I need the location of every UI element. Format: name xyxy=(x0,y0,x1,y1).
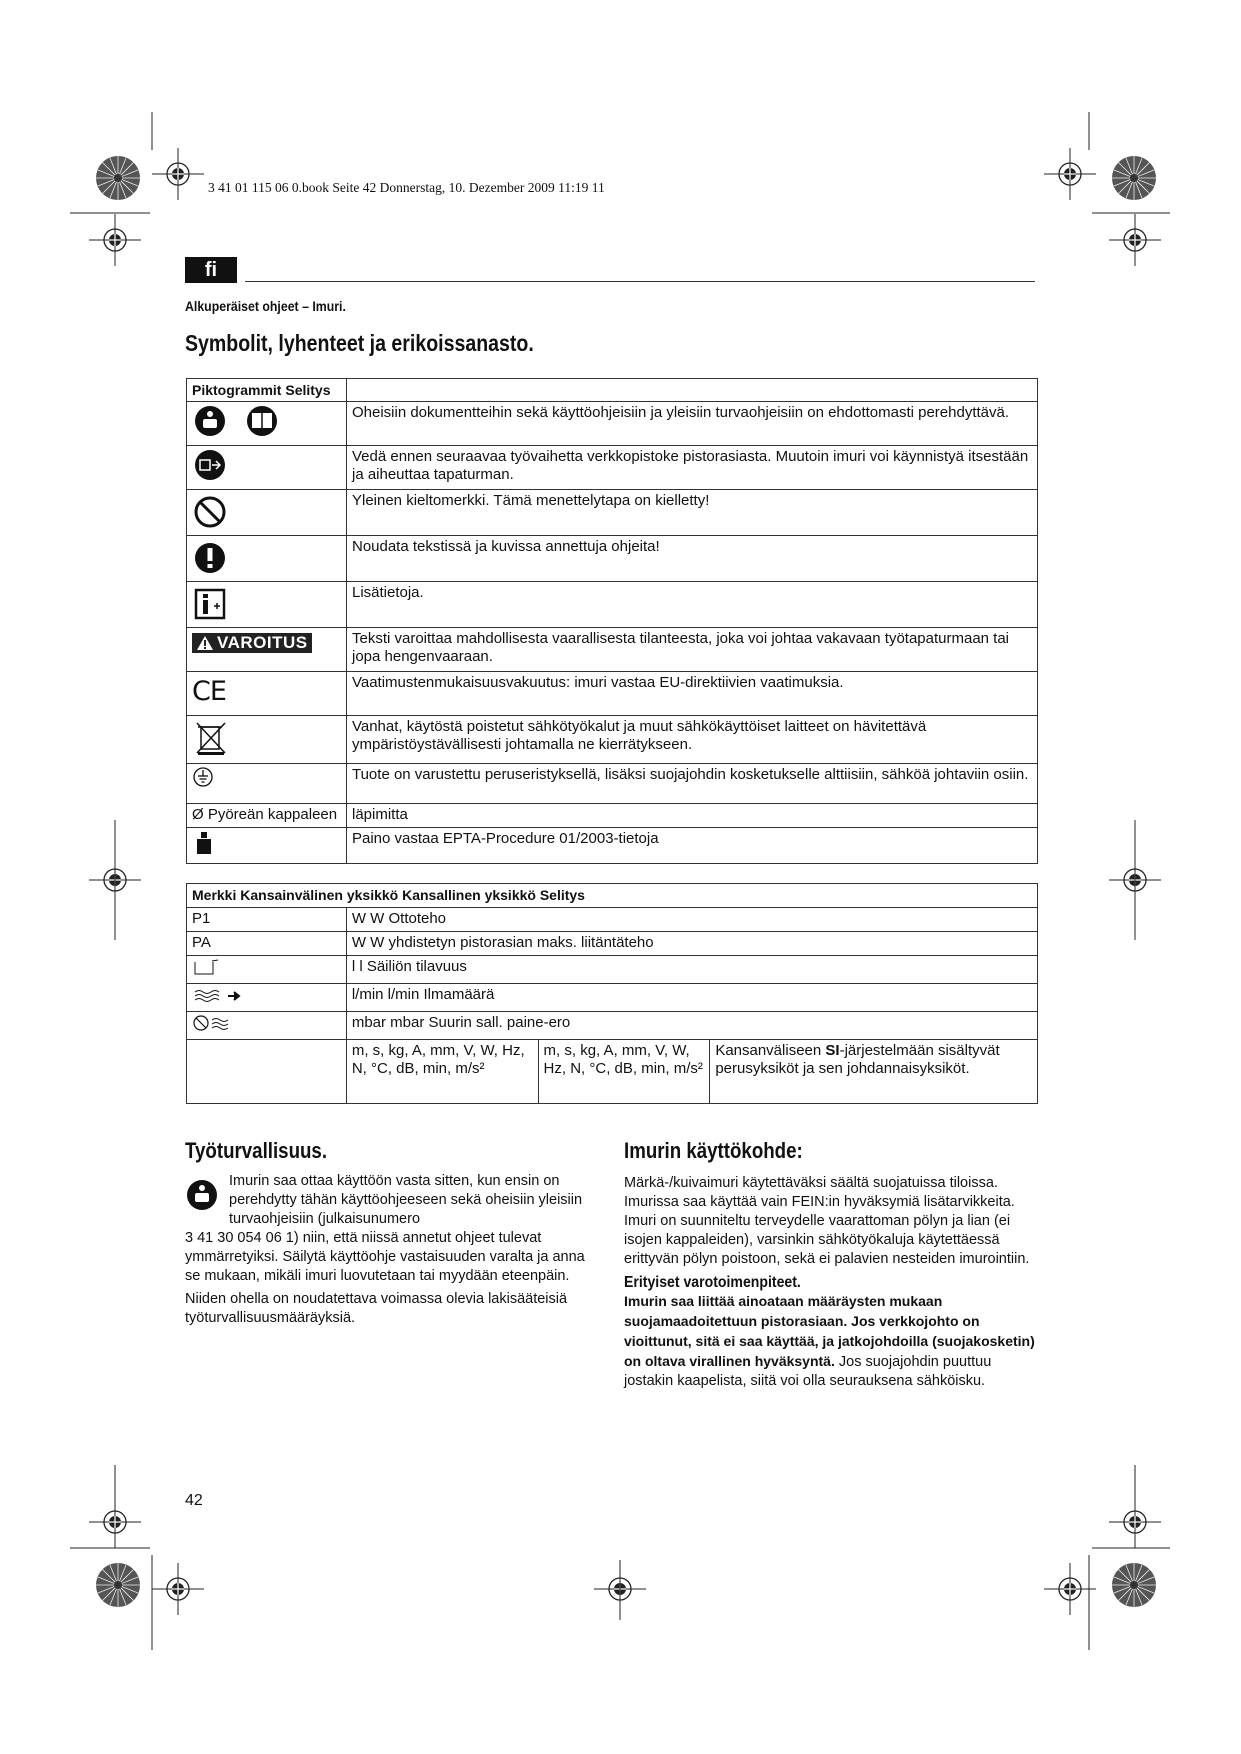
symbols-table xyxy=(186,378,1038,864)
usage-text: Märkä-/kuivaimuri käytettäväksi säältä suojatuissa tiloissa. Imurissa saa käyttää vain FEIN:in hyväksymiä lisätarvikkeita. Imuri on suunniteltu terveydelle vaarattoman pölyn ja lian (ei isojen kappaleiden), varsinkin sähkötyökaluja käytettäessä erittyvän pölyn poistoon, sekä ei palavien nesteiden imurointiin. xyxy=(624,1175,1030,1267)
weee-bin-icon xyxy=(192,718,232,756)
mandatory-icon xyxy=(192,538,232,574)
warning-label-icon xyxy=(192,633,312,653)
international-units: m, s, kg, A, mm, V, W, Hz, N, °C, dB, min, m/s² xyxy=(346,1040,538,1104)
right-column-body xyxy=(624,1174,1036,1391)
book-header-line: 3 41 01 115 06 0.book Seite 42 Donnerstag, 10. Dezember 2009 11:19 11 xyxy=(208,180,605,195)
prohibition-icon xyxy=(192,492,232,528)
national-units: m, s, kg, A, mm, V, W, Hz, N, °C, dB, min, m/s² xyxy=(538,1040,710,1104)
header-rule xyxy=(245,281,1035,282)
units-description: Kansanväliseen SI-järjestelmään sisältyvät perusyksiköt ja sen johdannaisyksiköt. xyxy=(710,1040,1038,1104)
units-table-header: Merkki Kansainvälinen yksikkö Kansallinen yksikkö Selitys xyxy=(187,884,1038,908)
symbols-table-header: Piktogrammit Selitys xyxy=(187,379,347,402)
read-instructions-icon xyxy=(185,1178,219,1212)
unit-row-text: W W Ottoteho xyxy=(346,908,1037,932)
container-volume-icon xyxy=(192,958,222,976)
symbols-row-text: Vanhat, käytöstä poistetut sähkötyökalut ja muut sähkökäyttöiset laitteet on hävitettävä ympäristöystävällisesti johtamalla ne kierrätykseen. xyxy=(346,716,1037,764)
symbols-row-text: Vaatimustenmukaisuusvakuutus: imuri vastaa EU-direktiivien vaatimuksia. xyxy=(346,672,1037,716)
symbols-row-text: Noudata tekstissä ja kuvissa annettuja ohjeita! xyxy=(346,536,1037,582)
unit-row-text: mbar mbar Suurin sall. paine-ero xyxy=(346,1012,1037,1040)
unit-row-text: l l Säiliön tilavuus xyxy=(346,956,1037,984)
symbols-row-text: Lisätietoja. xyxy=(346,582,1037,628)
document-subtitle: Alkuperäiset ohjeet – Imuri. xyxy=(185,298,346,314)
symbols-row-text: Vedä ennen seuraavaa työvaihetta verkkopistoke pistorasiasta. Muutoin imuri voi käynnistyä itsestään ja aiheuttaa tapaturman. xyxy=(346,446,1037,490)
unit-row-text: W W yhdistetyn pistorasian maks. liitäntäteho xyxy=(346,932,1037,956)
page-number: 42 xyxy=(185,1492,203,1509)
special-precautions-heading: Erityiset varotoimenpiteet. xyxy=(624,1274,801,1291)
unit-sign: PA xyxy=(187,932,347,956)
symbols-row-text: Paino vastaa EPTA-Procedure 01/2003-tietoja xyxy=(346,828,1037,864)
precautions-text: Imurin saa liittää ainoataan määräysten mukaan suojamaadoitettuun pistorasiaan. Jos verkkojohto on vioittunut, sitä ei saa käyttää, ja jatkojohdoilla (suojakosketin) on oltava virallinen hyväksyntä. Jos suojajohdin puuttuu jostakin kaapelista, siitä voi olla seurauksena sähköisku. xyxy=(624,1293,1035,1389)
table-row-icon-cell xyxy=(187,402,347,446)
warning-label-text: VAROITUS xyxy=(217,633,308,652)
symbols-row-text: Oheisiin dokumentteihin sekä käyttöohjeisiin ja yleisiin turvaohjeisiin on ehdottomasti perehdyttävä. xyxy=(346,402,1037,446)
diameter-symbol-cell: Ø Pyöreän kappaleen xyxy=(187,804,347,828)
page-title: Symbolit, lyhenteet ja erikoissanasto. xyxy=(185,330,534,356)
ce-mark-icon: CE xyxy=(192,676,226,707)
right-column-heading: Imurin käyttökohde: xyxy=(624,1138,803,1163)
left-column-body xyxy=(185,1172,595,1328)
unit-sign: P1 xyxy=(187,908,347,932)
left-column-heading: Työturvallisuus. xyxy=(185,1138,328,1163)
info-icon xyxy=(192,584,232,620)
airflow-icon xyxy=(192,986,252,1004)
protective-earth-icon xyxy=(192,766,222,788)
language-badge: fi xyxy=(185,257,237,283)
intro-text: Imurin saa ottaa käyttöön vasta sitten, kun ensin on perehdytty tähän käyttöohjeeseen sekä oheisiin yleisiin turvaohjeisiin (julkaisunumero xyxy=(229,1173,583,1227)
unit-row-text: l/min l/min Ilmamäärä xyxy=(346,984,1037,1012)
symbols-row-text: Yleinen kieltomerkki. Tämä menettelytapa on kielletty! xyxy=(346,490,1037,536)
vacuum-pressure-icon xyxy=(192,1014,252,1032)
safety-regulations-text: Niiden ohella on noudatettava voimassa olevia lakisääteisiä työturvallisuusmääräyksiä. xyxy=(185,1291,568,1326)
symbols-row-text: Tuote on varustettu peruseristyksellä, lisäksi suojajohdin kosketukselle alttiisiin, sähköä johtaviin osiin. xyxy=(346,764,1037,804)
unplug-icon xyxy=(192,448,232,482)
warning-triangle-icon xyxy=(196,635,214,651)
units-table xyxy=(186,883,1038,1104)
symbols-row-text: läpimitta xyxy=(346,804,1037,828)
weight-icon xyxy=(192,830,222,856)
symbols-row-text: Teksti varoittaa mahdollisesta vaarallisesta tilanteesta, joka voi johtaa vakavaan työtapaturmaan tai jopa hengenvaaraan. xyxy=(346,628,1037,672)
intro-continued: 3 41 30 054 06 1) niin, että niissä annetut ohjeet tulevat ymmärretyiksi. Säilytä käyttöohje vastaisuuden varalta ja anna se mukaan, mikäli imuri luovutetaan tai myydään eteenpäin. xyxy=(185,1230,585,1284)
read-instructions-icon xyxy=(192,404,292,438)
